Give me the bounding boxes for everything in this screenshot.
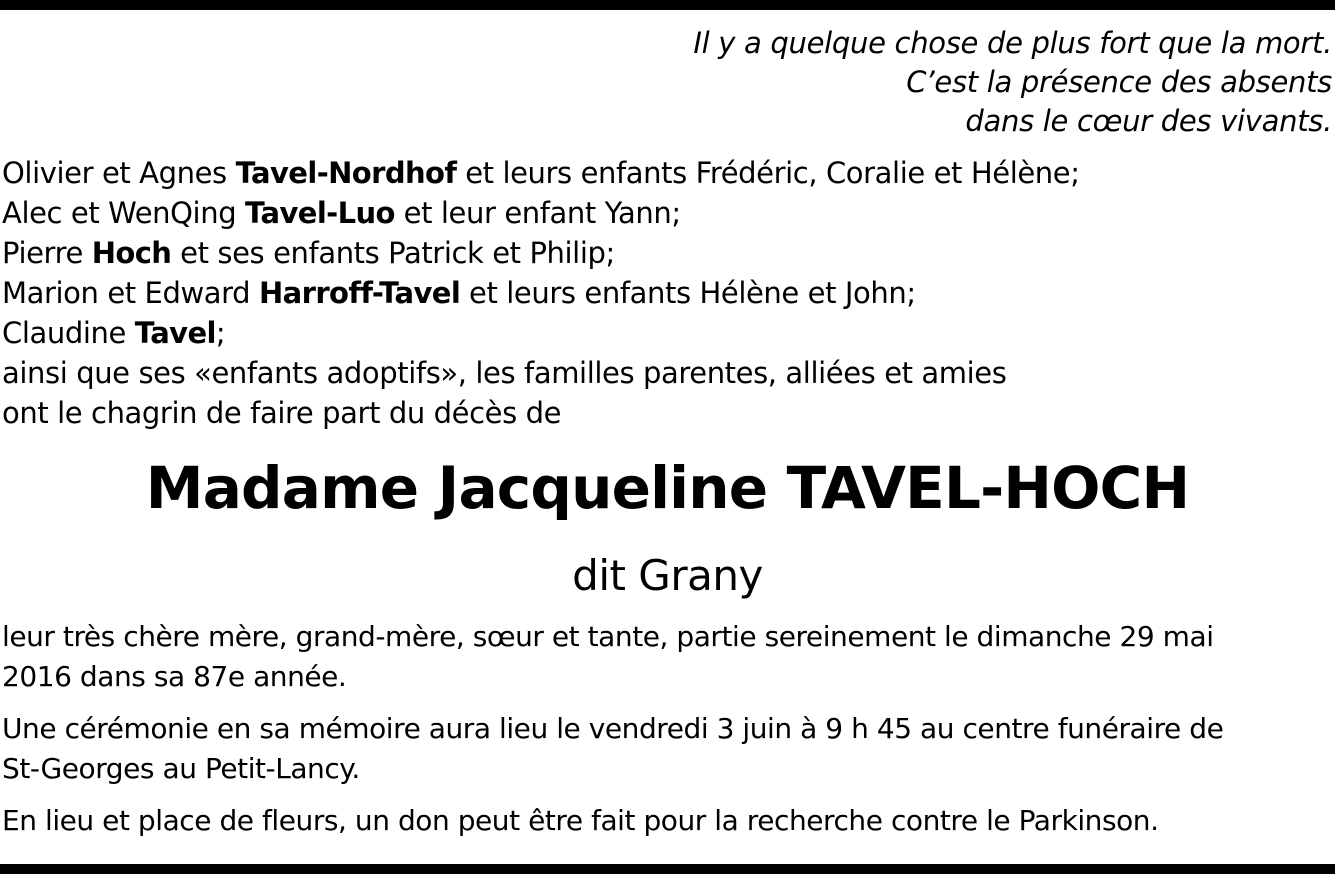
paragraph-line: 2016 dans sa 87e année. <box>2 660 347 693</box>
family-text: Marion et Edward <box>2 276 260 310</box>
obituary-paragraph <box>2 617 1333 697</box>
paragraph-line: leur très chère mère, grand-mère, sœur et tante, partie sereinement le dimanche 29 mai <box>2 620 1214 653</box>
deceased-nickname: dit Grany <box>572 551 763 600</box>
family-text: Claudine <box>2 316 135 350</box>
family-surname: Tavel <box>134 316 216 350</box>
family-text: et leur enfant Yann; <box>394 196 681 230</box>
paragraph-line: St-Georges au Petit-Lancy. <box>2 752 360 785</box>
family-line <box>2 313 1080 353</box>
family-line: ont le chagrin de faire part du décès de <box>2 396 562 430</box>
family-text: Olivier et Agnes <box>2 156 236 190</box>
family-line <box>2 233 1080 273</box>
bottom-border-rule <box>0 864 1335 874</box>
family-text: Pierre <box>2 236 92 270</box>
family-surname: Tavel-Nordhof <box>235 156 457 190</box>
family-line <box>2 273 1080 313</box>
family-line <box>2 153 1080 193</box>
ceremony-paragraph <box>2 709 1333 789</box>
family-line <box>2 193 1080 233</box>
donation-paragraph <box>2 801 1333 841</box>
family-text: Alec et WenQing <box>2 196 246 230</box>
top-border-rule <box>0 0 1335 10</box>
family-list <box>2 153 1080 433</box>
family-text: et leurs enfants Hélène et John; <box>460 276 916 310</box>
paragraph-line: Une cérémonie en sa mémoire aura lieu le vendredi 3 juin à 9 h 45 au centre funéraire de <box>2 712 1224 745</box>
quote-line: Il y a quelque chose de plus fort que la mort. <box>693 26 1332 60</box>
quote-line: C’est la présence des absents <box>906 65 1332 99</box>
family-surname: Tavel-Luo <box>245 196 395 230</box>
family-text: et leurs enfants Frédéric, Coralie et Hélène; <box>456 156 1080 190</box>
family-surname: Harroff-Tavel <box>259 276 461 310</box>
family-line: ainsi que ses «enfants adoptifs», les familles parentes, alliées et amies <box>2 356 1007 390</box>
epigraph-quote <box>693 24 1332 141</box>
deceased-name: Madame Jacqueline TAVEL-HOCH <box>145 454 1190 522</box>
family-text: et ses enfants Patrick et Philip; <box>171 236 615 270</box>
quote-line: dans le cœur des vivants. <box>965 104 1332 138</box>
paragraph-line: En lieu et place de fleurs, un don peut être fait pour la recherche contre le Parkinson. <box>2 804 1159 837</box>
family-text: ; <box>215 316 226 350</box>
family-surname: Hoch <box>91 236 172 270</box>
